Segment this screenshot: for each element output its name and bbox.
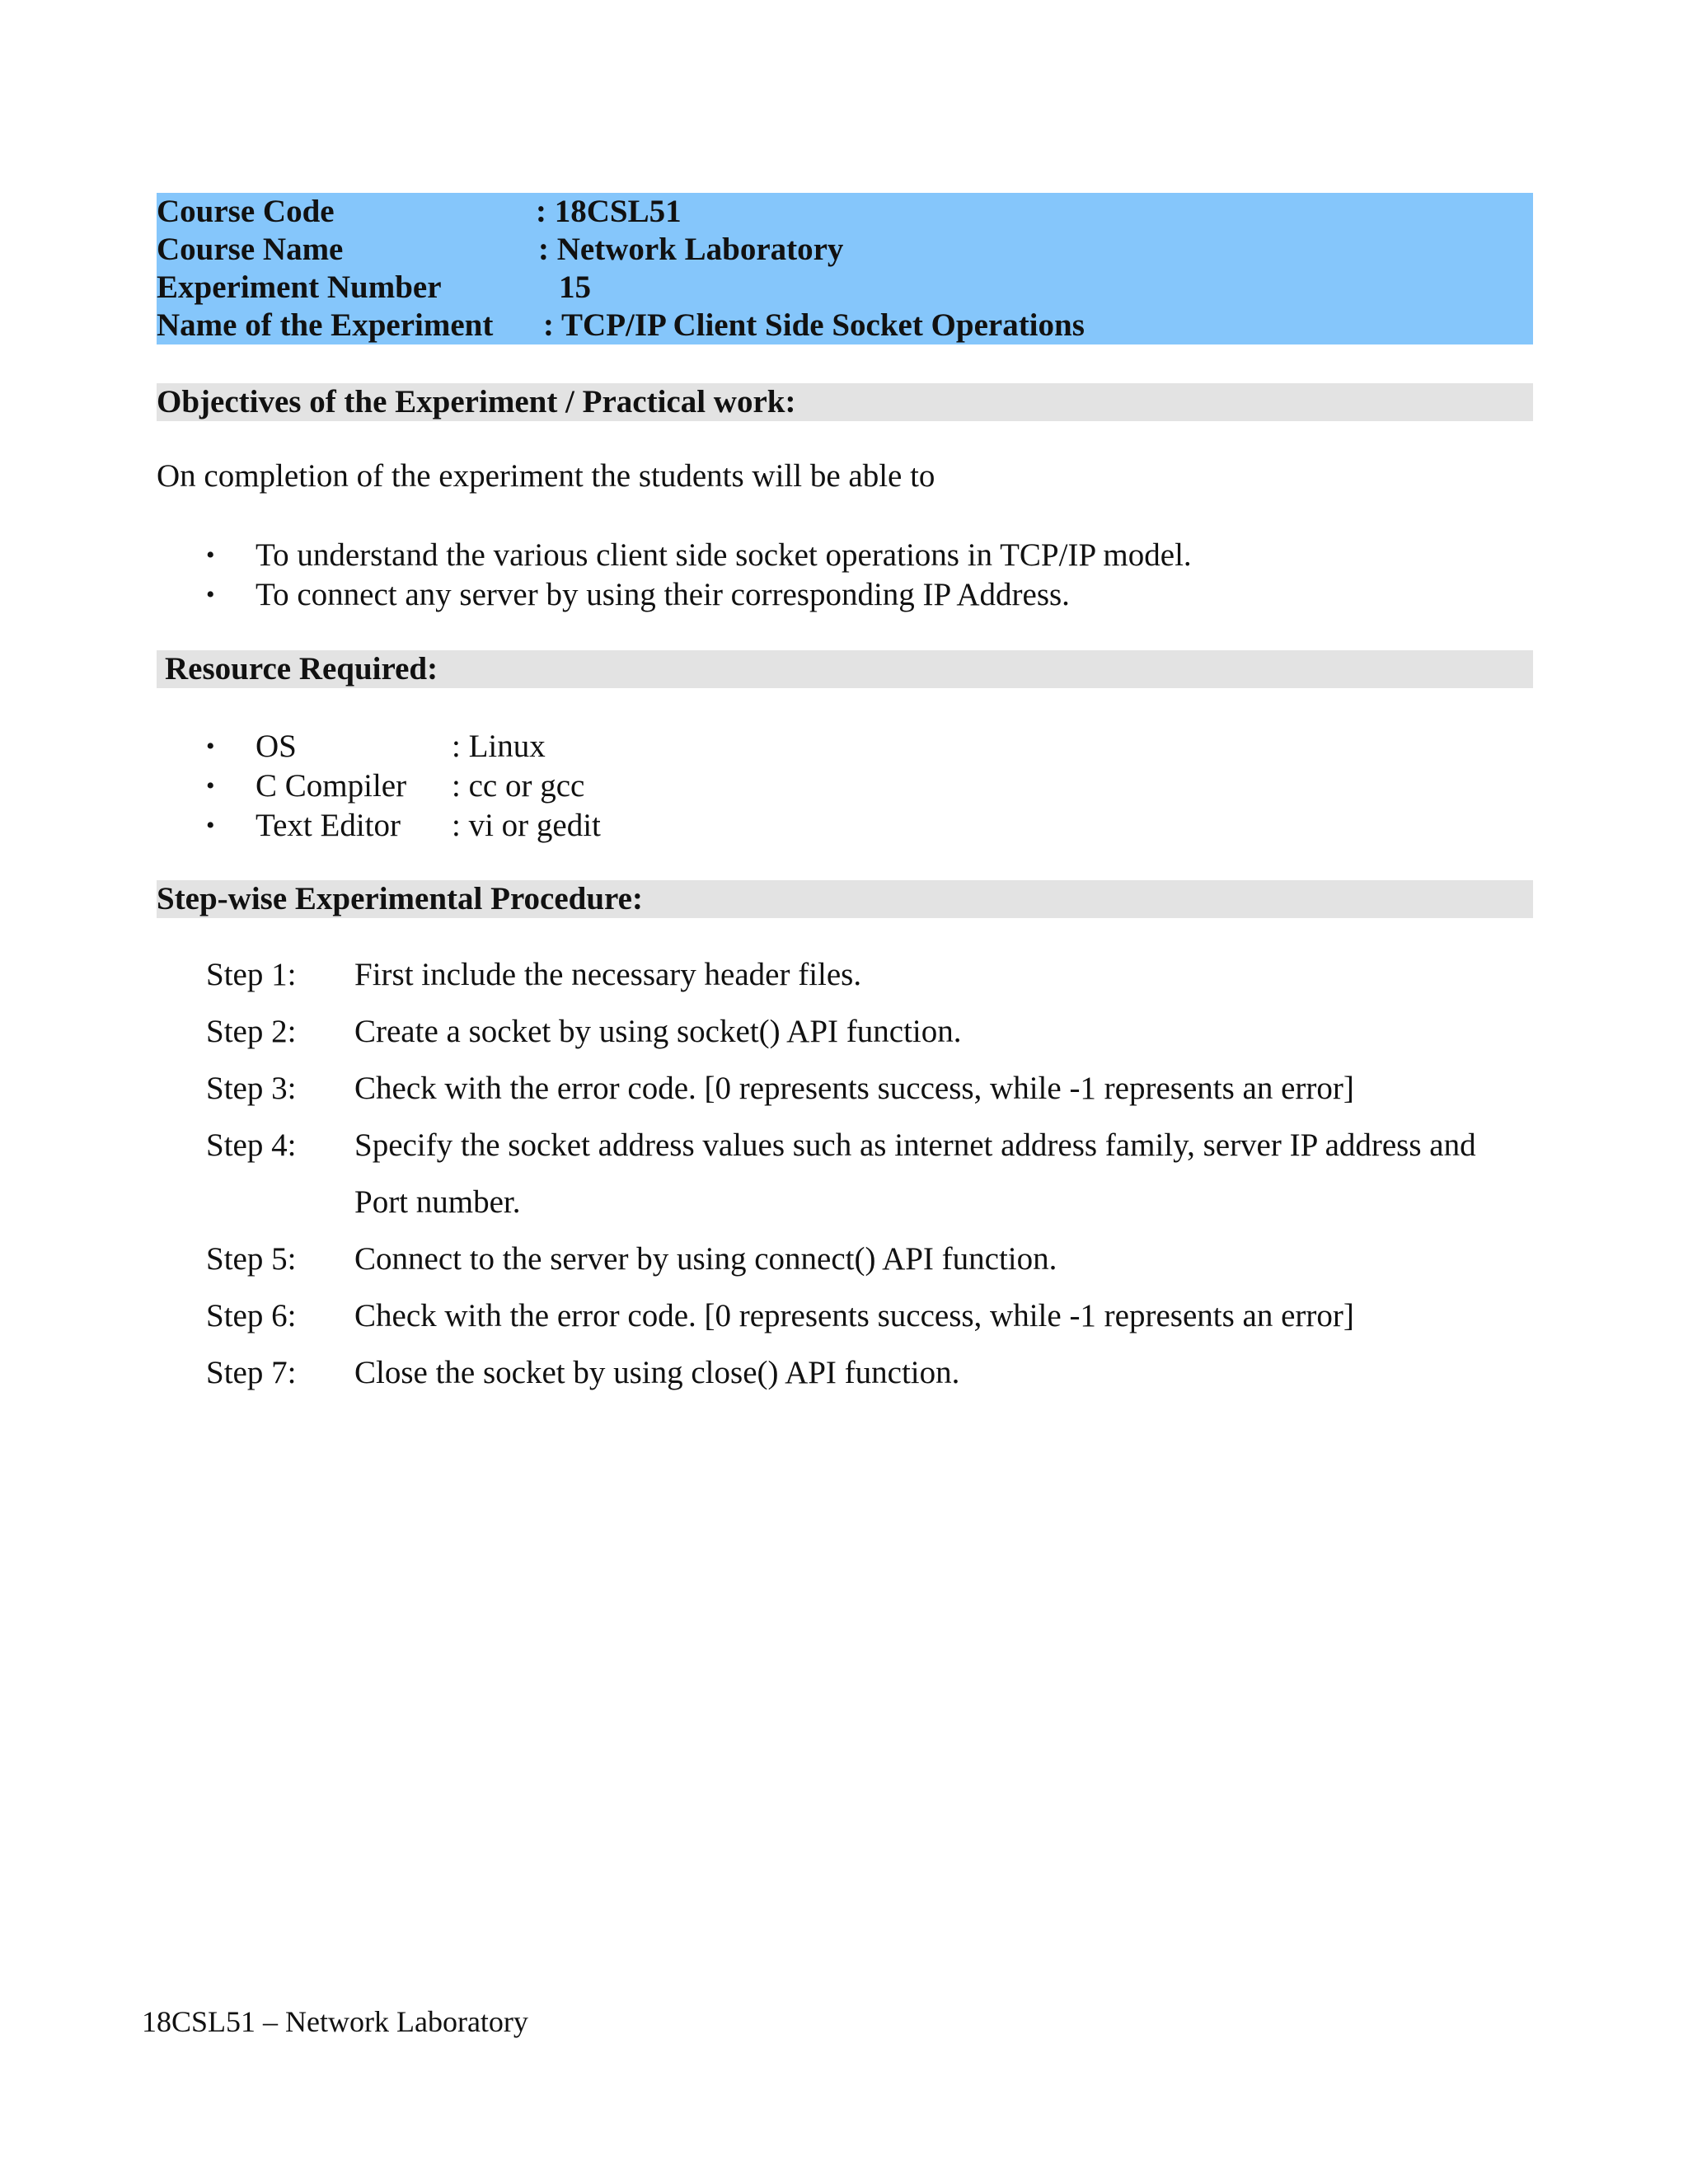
objective-text: To understand the various client side socket operations in TCP/IP model. <box>256 537 1192 573</box>
procedure-heading: Step-wise Experimental Procedure: <box>157 880 1533 918</box>
step-label: Step 6: <box>206 1298 297 1333</box>
step-label: Step 4: <box>206 1127 297 1163</box>
resource-label: Text Editor <box>256 808 401 843</box>
page-footer: 18CSL51 – Network Laboratory <box>142 2005 528 2038</box>
step-text: Create a socket by using socket() API function. <box>354 1014 962 1049</box>
bullet-icon: • <box>206 733 215 760</box>
resources-heading: Resource Required: <box>157 650 1533 688</box>
resource-label: OS <box>256 729 297 764</box>
course-code-label: Course Code <box>157 194 335 229</box>
bullet-icon: • <box>206 772 215 799</box>
objectives-heading: Objectives of the Experiment / Practical work: <box>157 383 1533 421</box>
step-label: Step 3: <box>206 1071 297 1106</box>
experiment-name-label: Name of the Experiment <box>157 307 494 343</box>
step-text: Check with the error code. [0 represents success, while -1 represents an error] <box>354 1071 1354 1106</box>
experiment-name-value: : TCP/IP Client Side Socket Operations <box>543 307 1085 343</box>
course-name-value: : Network Laboratory <box>538 232 844 267</box>
bullet-icon: • <box>206 541 215 569</box>
resource-value: : Linux <box>452 729 546 764</box>
step-text: Connect to the server by using connect() API function. <box>354 1241 1057 1277</box>
course-header <box>157 193 1533 344</box>
step-text: Specify the socket address values such as internet address family, server IP address and Port number. <box>354 1127 1476 1220</box>
step-label: Step 2: <box>206 1014 297 1049</box>
step-text: Close the socket by using close() API function. <box>354 1355 960 1390</box>
step-label: Step 1: <box>206 957 297 992</box>
resource-value: : vi or gedit <box>452 808 601 843</box>
step-label: Step 7: <box>206 1355 297 1390</box>
step-text: Check with the error code. [0 represents success, while -1 represents an error] <box>354 1298 1354 1333</box>
bullet-icon: • <box>206 581 215 608</box>
objective-text: To connect any server by using their corresponding IP Address. <box>256 577 1070 612</box>
experiment-number-value: 15 <box>559 269 591 305</box>
course-code-value: : 18CSL51 <box>536 194 682 229</box>
resource-value: : cc or gcc <box>452 768 585 804</box>
course-name-label: Course Name <box>157 232 344 267</box>
experiment-number-label: Experiment Number <box>157 269 442 305</box>
bullet-icon: • <box>206 812 215 839</box>
resource-label: C Compiler <box>256 768 407 804</box>
objectives-intro: On completion of the experiment the students will be able to <box>157 458 935 494</box>
step-label: Step 5: <box>206 1241 297 1277</box>
step-text: First include the necessary header files. <box>354 957 862 992</box>
